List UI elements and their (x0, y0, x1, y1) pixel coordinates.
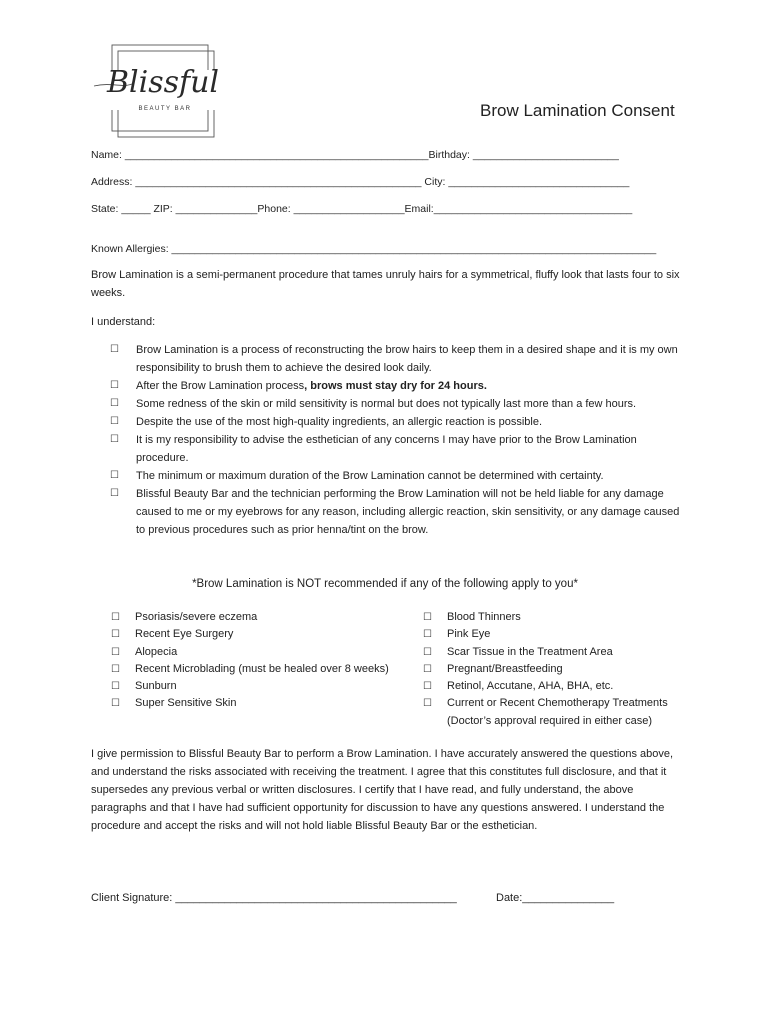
understand-list (110, 341, 690, 539)
list-item: ☐ It is my responsibility to advise the esthetician of any concerns I may have prior to the Brow Lamination procedure. (110, 431, 690, 467)
checkbox[interactable]: ☐ (110, 344, 119, 355)
state-zip-phone-email-fields[interactable]: State: _____ ZIP: ______________Phone: ___________________Email:__________________________________ (91, 203, 633, 215)
checkbox[interactable]: ☐ (110, 380, 119, 391)
not-recommended-heading: *Brow Lamination is NOT recommended if any of the following apply to you* (192, 578, 578, 590)
logo-brand-text: Blissful (106, 65, 220, 100)
list-item: ☐ Brow Lamination is a process of reconstructing the brow hairs to keep them in a desired shape and it is my own responsibility to brush them to achieve the desired look daily. (110, 341, 690, 377)
logo-tagline: BEAUTY BAR (138, 106, 192, 112)
known-allergies-field[interactable]: Known Allergies: ___________________________________________________________________________________ (91, 243, 657, 255)
condition-item: ☐ Alopecia (111, 644, 401, 661)
checkbox[interactable]: ☐ (423, 663, 432, 675)
understand-label: I understand: (91, 316, 156, 328)
condition-item: ☐ Blood Thinners (423, 609, 703, 626)
list-item: ☐ The minimum or maximum duration of the Brow Lamination cannot be determined with certainty. (110, 467, 690, 485)
name-birthday-fields[interactable]: Name: ____________________________________________________Birthday: _________________________ (91, 149, 619, 161)
checkbox[interactable]: ☐ (423, 646, 432, 658)
checkbox[interactable]: ☐ (111, 646, 120, 658)
left-conditions-list (111, 609, 401, 713)
date-field[interactable]: Date:_______________ (496, 892, 615, 904)
checkbox[interactable]: ☐ (110, 434, 119, 445)
list-item: ☐ Despite the use of the most high-quality ingredients, an allergic reaction is possible. (110, 413, 690, 431)
brand-logo (92, 42, 234, 138)
checkbox[interactable]: ☐ (110, 488, 119, 499)
checkbox[interactable]: ☐ (111, 681, 120, 693)
condition-item: ☐ Sunburn (111, 678, 401, 695)
checkbox[interactable]: ☐ (111, 612, 120, 623)
client-signature-field[interactable]: Client Signature: ______________________________________________ (91, 892, 457, 904)
checkbox[interactable]: ☐ (111, 663, 120, 675)
address-city-fields[interactable]: Address: _________________________________________________ City: _______________________________ (91, 176, 630, 188)
condition-item: ☐ Recent Eye Surgery (111, 626, 401, 643)
list-item: ☐ After the Brow Lamination process, brows must stay dry for 24 hours. (110, 377, 690, 395)
condition-item: ☐ Current or Recent Chemotherapy Treatments (Doctor’s approval required in either case) (423, 697, 668, 727)
right-conditions-list (423, 609, 703, 730)
checkbox[interactable]: ☐ (111, 629, 120, 641)
checkbox[interactable]: ☐ (423, 698, 432, 710)
condition-item: ☐ Pink Eye (423, 626, 703, 643)
checkbox[interactable]: ☐ (423, 681, 432, 693)
checkbox[interactable]: ☐ (423, 629, 432, 641)
condition-item: ☐ Scar Tissue in the Treatment Area (423, 644, 703, 661)
condition-item: ☐ Super Sensitive Skin (111, 695, 401, 712)
condition-item: ☐ Retinol, Accutane, AHA, BHA, etc. (423, 678, 703, 695)
page-title: Brow Lamination Consent (480, 101, 675, 120)
condition-item: ☐ Psoriasis/severe eczema (111, 609, 401, 626)
intro-paragraph: Brow Lamination is a semi-permanent procedure that tames unruly hairs for a symmetrical, fluffy look that lasts four to six weeks. (91, 269, 680, 299)
permission-paragraph: I give permission to Blissful Beauty Bar to perform a Brow Lamination. I have accurately answered the questions above, and understand the risks associated with receiving the treatment. I agree that this constitutes full disclosure, and that it supersedes any previous verbal or written disclosures. I certify that I have read, and fully understand, the above paragraphs and that I have had sufficient opportunity for discussion to have any questions answered. I understand the procedure and accept the risks and will not hold liable Blissful Beauty Bar or the esthetician. (91, 748, 674, 832)
condition-item: ☐ Pregnant/Breastfeeding (423, 661, 703, 678)
checkbox[interactable]: ☐ (110, 470, 119, 481)
list-item: ☐ Some redness of the skin or mild sensitivity is normal but does not typically last more than a few hours. (110, 395, 690, 413)
checkbox[interactable]: ☐ (111, 698, 120, 710)
list-item: ☐ Blissful Beauty Bar and the technician performing the Brow Lamination will not be held liable for any damage caused to me or my eyebrows for any reason, including allergic reaction, skin sensitivity, or any damage caused to previous procedures such as prior henna/tint on the brow. (110, 485, 690, 539)
checkbox[interactable]: ☐ (110, 398, 119, 409)
checkbox[interactable]: ☐ (423, 612, 432, 623)
logo-frame (92, 42, 234, 138)
condition-item: ☐ Recent Microblading (must be healed over 8 weeks) (111, 661, 401, 678)
checkbox[interactable]: ☐ (110, 416, 119, 427)
